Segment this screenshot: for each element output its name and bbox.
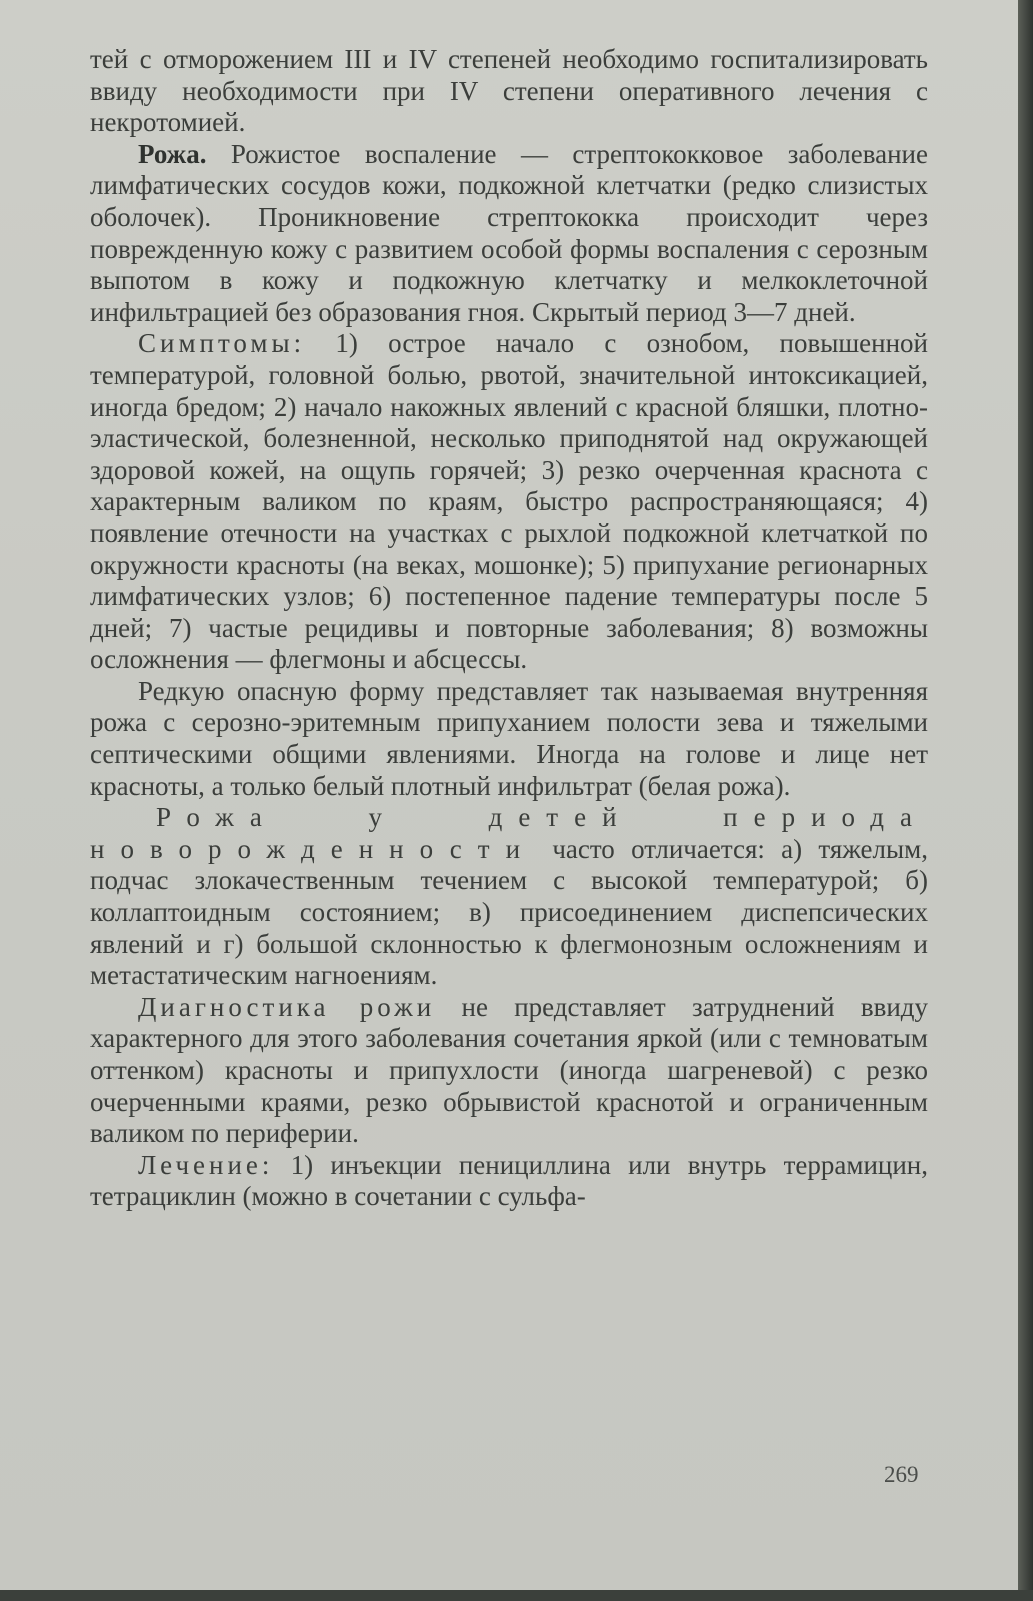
paragraph-text: 1) инъекции пенициллина или внутрь террамицин, тетрациклин (можно в сочетании с сульфа- [90, 1149, 928, 1212]
paragraph-symptoms [90, 328, 928, 676]
page-edge-shadow [1018, 0, 1033, 1601]
page-number: 269 [884, 1462, 919, 1487]
spaced-heading: Лечение: [138, 1149, 274, 1180]
paragraph-text: не представляет затруднений ввиду характерного для этого заболевания сочетания яркой (или с темноватым оттенком) красноты и припухлости (иногда шагреневой) с резко очерченными краями, резко обрывистой краснотой и ограниченным валиком по периферии. [90, 991, 929, 1149]
section-heading: Рожа. [138, 138, 207, 169]
spaced-heading: Диагностика рожи [138, 991, 436, 1022]
paragraph-text: тей с отморожением III и IV степеней необходимо госпитализировать ввиду необходимости при IV степени оперативного лечения с некротомией. [90, 44, 928, 138]
paragraph-continuation [90, 44, 928, 139]
paragraph-text: Рожистое воспаление — стрептококковое заболевание лимфатических сосудов кожи, подкожной клетчатки (редко слизистых оболочек). Проникновение стрептококка происходит через поврежденную кожу с развитием особой формы воспаления с серозным выпотом в кожу и подкожную клетчатку и мелкоклеточной инфильтрацией без образования гноя. Скрытый период 3—7 дней. [90, 138, 928, 327]
bottom-edge-shadow [0, 1590, 1033, 1601]
paragraph-treatment [90, 1150, 928, 1213]
body-text [90, 44, 928, 1213]
paragraph-erysipelas [90, 139, 928, 329]
paragraph-internal-form [90, 676, 928, 802]
paragraph-text: Редкую опасную форму представляет так называемая внутренняя рожа с серозно-эритемным припуханием полости зева и тяжелыми септическими общими явлениями. Иногда на голове и лице нет красноты, а только белый плотный инфильтрат (белая рожа). [90, 675, 928, 801]
paragraph-diagnostics [90, 992, 928, 1150]
paragraph-text: 1) острое начало с ознобом, повышенной температурой, головной болью, рвотой, значительной интоксикацией, иногда бредом; 2) начало накожных явлений с красной бляшки, плотно-эластической, болезненной, несколько приподнятой над окружающей здоровой кожей, на ощупь горячей; 3) резко очерченная краснота с характерным валиком по краям, быстро распространяющаяся; 4) появление отечности на участках с рыхлой подкожной клетчаткой по окружности красноты (на веках, мошонке); 5) припухание регионарных лимфатических узлов; 6) постепенное падение температуры после 5 дней; 7) частые рецидивы и повторные заболевания; 8) возможны осложнения — флегмоны и абсцессы. [90, 328, 928, 675]
spaced-heading: Симптомы: [138, 328, 306, 359]
paragraph-newborns [90, 802, 928, 992]
spaced-heading: Рожа у детей периода новорожденности [90, 802, 928, 864]
paragraph-text: часто отличается: а) тяжелым, подчас злокачественным течением с высокой температурой; б) коллаптоидным состоянием; в) присоединением диспепсических явлений и г) большой склонностью к флегмонозным осложнениям и метастатическим нагноениям. [90, 833, 928, 991]
